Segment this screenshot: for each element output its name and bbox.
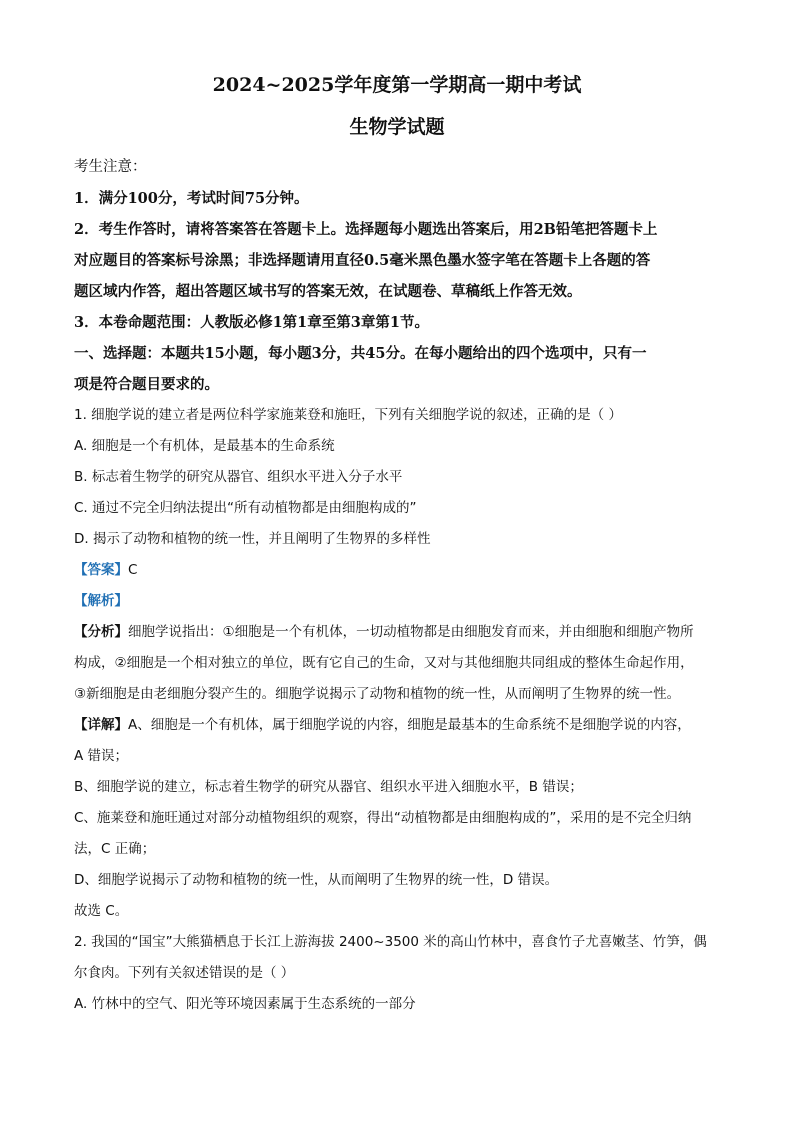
page-title: 2024~2025学年度第一学期高一期中考试 xyxy=(212,74,582,96)
notice-heading: 考生注意： xyxy=(74,159,147,175)
question-1-answer xyxy=(74,555,720,586)
answer-value: C xyxy=(128,562,138,578)
question-2-stem: 2. 我国的“国宝”大熊猫栖息于长江上游海拔 2400~3500 米的高山竹林中，喜食竹子尤喜嫩茎、竹笋，偶 xyxy=(74,934,707,950)
question-1-xiangjie-line: 法，C 正确； xyxy=(74,841,156,857)
notice-item: 2．考生作答时，请将答案答在答题卡上。选择题每小题选出答案后，用2B铅笔把答题卡上 xyxy=(74,221,658,238)
question-1-xiangjie-line: B、细胞学说的建立，标志着生物学的研究从器官、组织水平进入细胞水平，B 错误； xyxy=(74,779,583,795)
notice-item: 题区域内作答，超出答题区域书写的答案无效，在试题卷、草稿纸上作答无效。 xyxy=(74,283,582,300)
question-1-xiangjie: 【详解】A、细胞是一个有机体，属于细胞学说的内容，细胞是最基本的生命系统不是细胞学说的内容， xyxy=(74,717,691,733)
analysis-tag: 【解析】 xyxy=(74,593,128,609)
question-1-analysis-heading xyxy=(74,586,720,617)
question-1-fenxi-line: 构成，②细胞是一个相对独立的单位，既有它自己的生命，又对与其他细胞共同组成的整体生命起作用， xyxy=(74,655,694,671)
notice-item: 1．满分100分，考试时间75分钟。 xyxy=(74,190,309,207)
notice-item: 对应题目的答案标号涂黑；非选择题请用直径0.5毫米黑色墨水签字笔在答题卡上各题的答 xyxy=(74,252,651,269)
xiangjie-tag: 【详解】 xyxy=(74,717,128,733)
question-2-stem-cont: 尔食肉。下列有关叙述错误的是（ ） xyxy=(74,965,295,981)
question-1-conclusion: 故选 C。 xyxy=(74,903,129,919)
question-1-stem: 1. 细胞学说的建立者是两位科学家施莱登和施旺，下列有关细胞学说的叙述，正确的是（ ） xyxy=(74,407,622,423)
question-1-xiangjie-line: D、细胞学说揭示了动物和植物的统一性，从而阐明了生物界的统一性，D 错误。 xyxy=(74,872,559,888)
question-1-xiangjie-line: C、施莱登和施旺通过对部分动植物组织的观察，得出“动植物都是由细胞构成的”，采用的是不完全归纳 xyxy=(74,810,692,826)
page-subtitle: 生物学试题 xyxy=(349,116,445,138)
question-2-option-a: A. 竹林中的空气、阳光等环境因素属于生态系统的一部分 xyxy=(74,996,416,1012)
section-heading-cont: 项是符合题目要求的。 xyxy=(74,376,219,393)
question-1-xiangjie-line: A 错误； xyxy=(74,748,129,764)
question-1-option-d: D. 揭示了动物和植物的统一性，并且阐明了生物界的多样性 xyxy=(74,531,431,547)
question-1-option-b: B. 标志着生物学的研究从器官、组织水平进入分子水平 xyxy=(74,469,403,485)
question-1-fenxi: 【分析】细胞学说指出：①细胞是一个有机体，一切动植物都是由细胞发育而来，并由细胞和细胞产物所 xyxy=(74,624,694,640)
answer-tag: 【答案】 xyxy=(74,562,128,578)
fenxi-tag: 【分析】 xyxy=(74,624,128,640)
notice-item: 3．本卷命题范围：人教版必修1第1章至第3章第1节。 xyxy=(74,314,429,331)
question-1-option-c: C. 通过不完全归纳法提出“所有动植物都是由细胞构成的” xyxy=(74,500,417,516)
question-1-option-a: A. 细胞是一个有机体，是最基本的生命系统 xyxy=(74,438,335,454)
question-1-fenxi-line: ③新细胞是由老细胞分裂产生的。细胞学说揭示了动物和植物的统一性，从而阐明了生物界的统一性。 xyxy=(74,686,681,702)
section-heading: 一、选择题：本题共15小题，每小题3分，共45分。在每小题给出的四个选项中，只有一 xyxy=(74,345,647,362)
